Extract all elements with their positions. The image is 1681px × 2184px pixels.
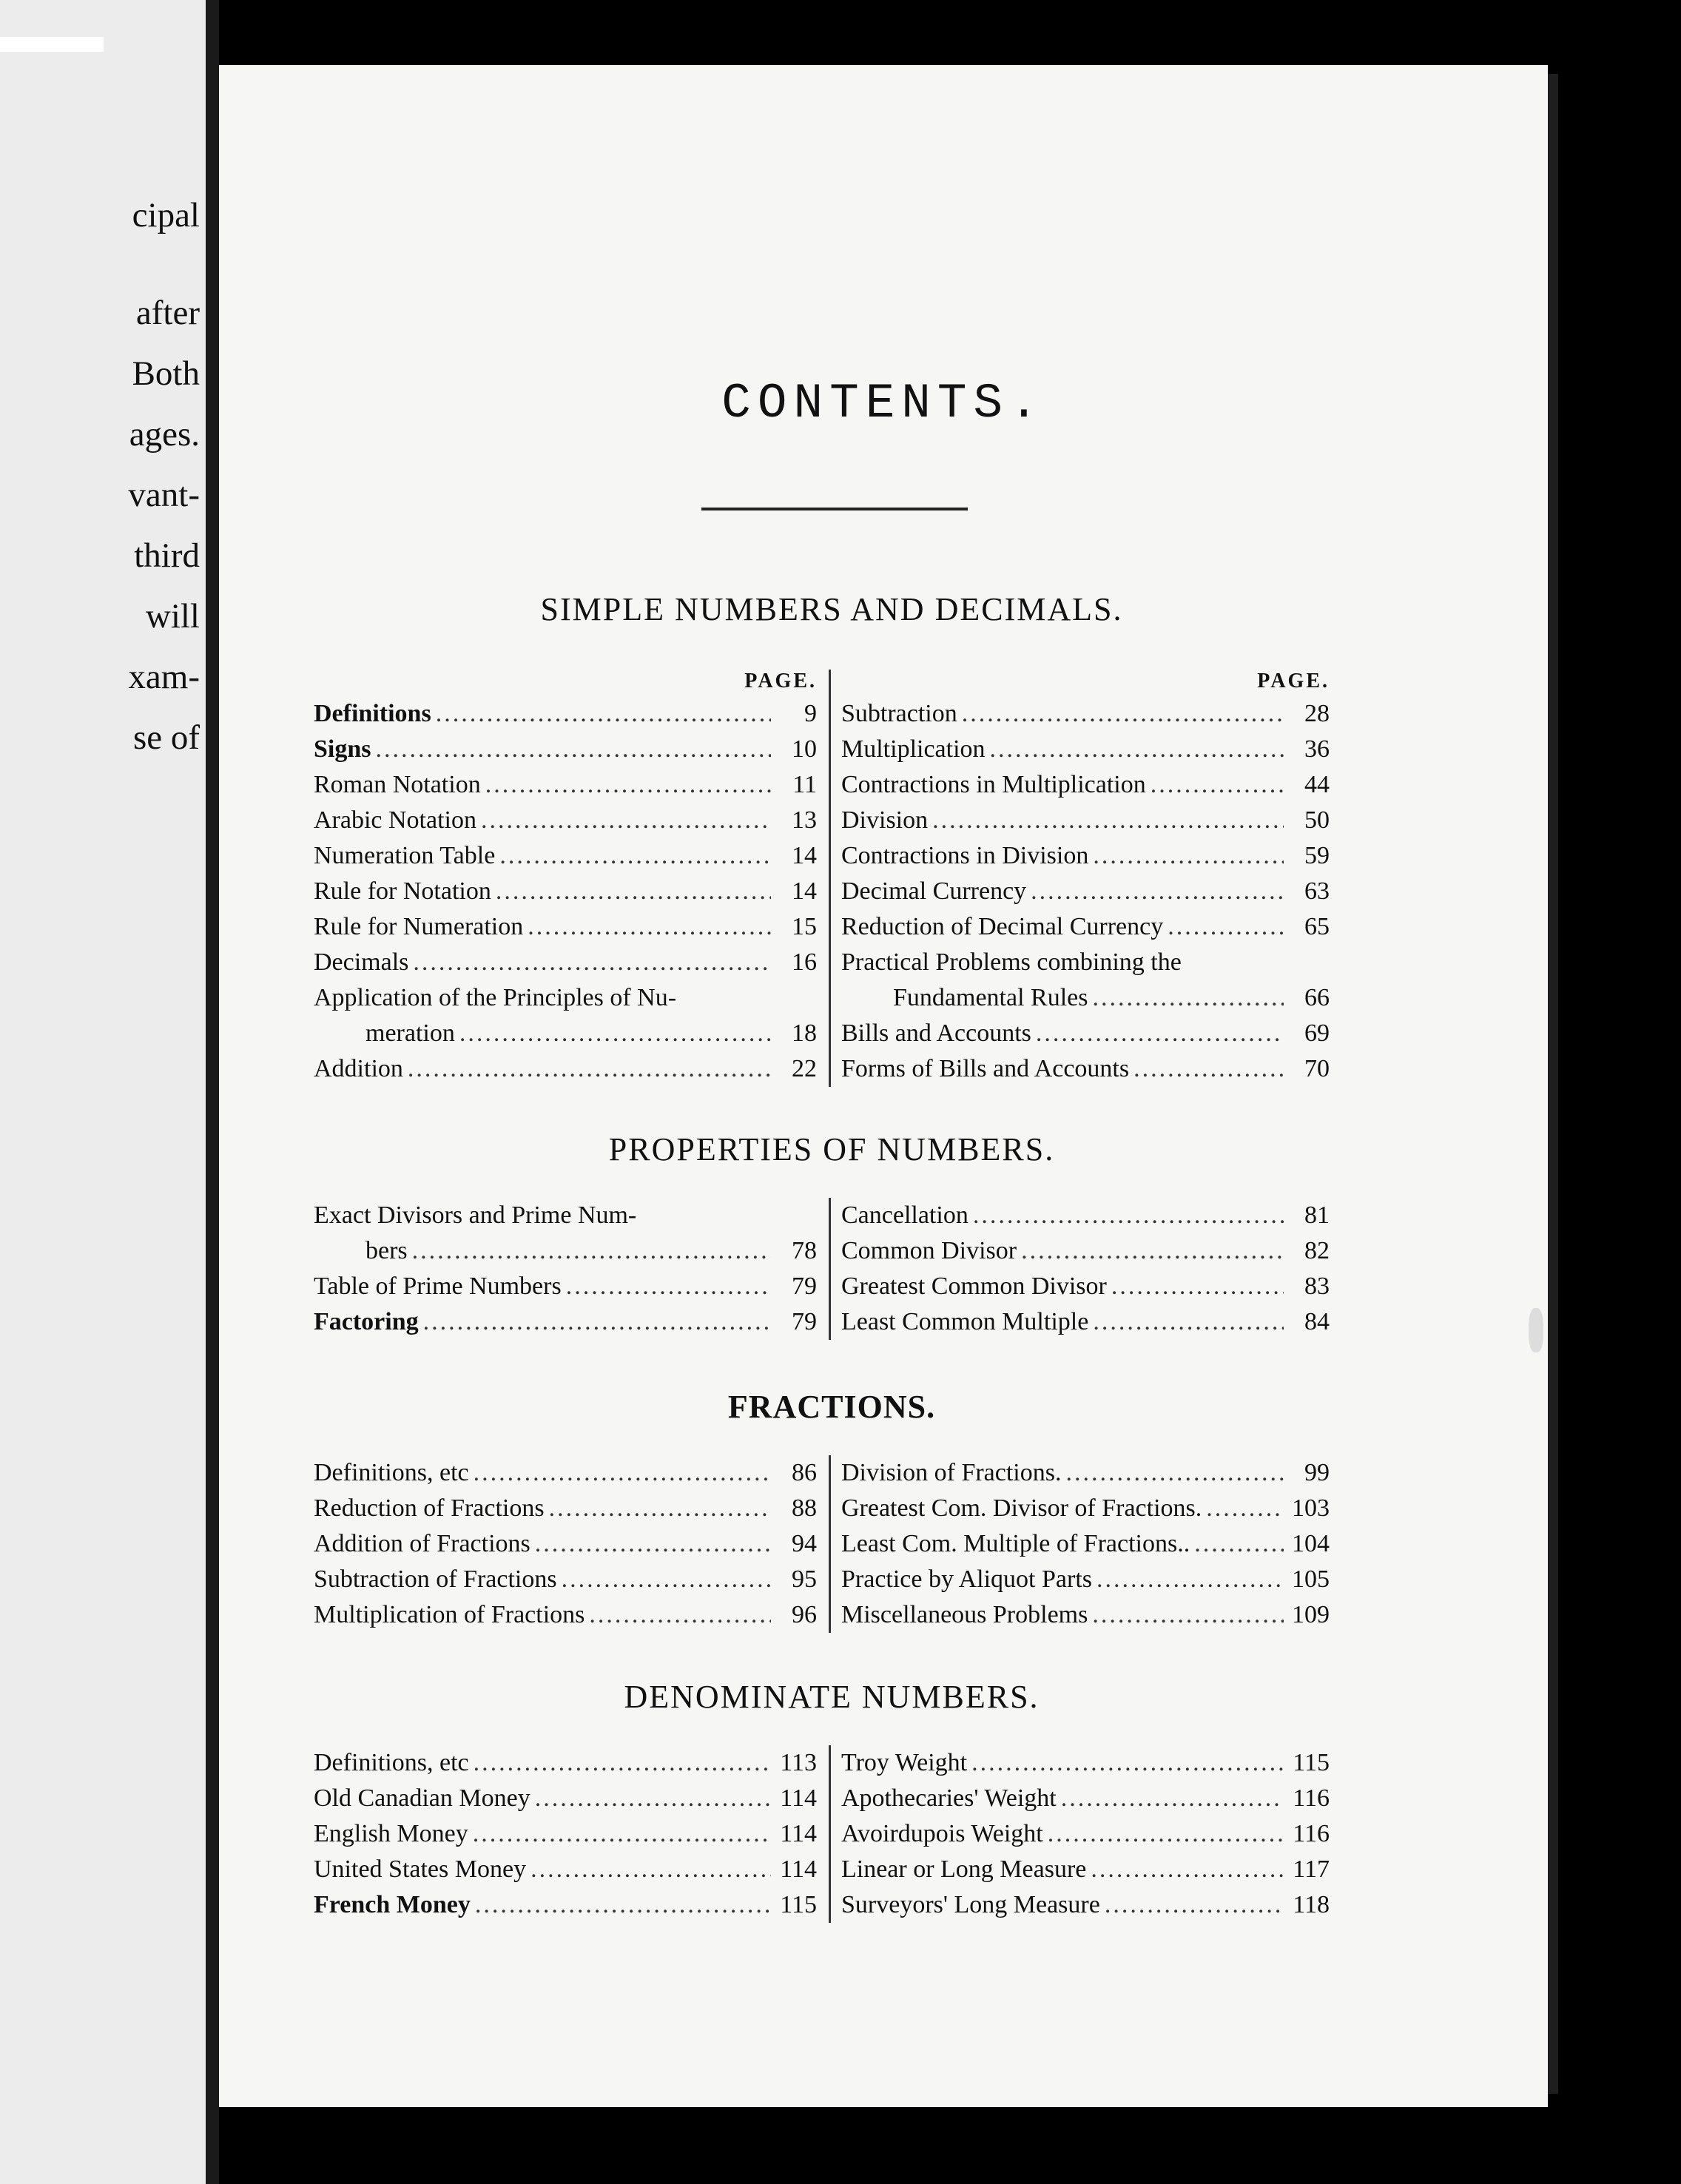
entry-page-number: 69 [1304, 1019, 1330, 1047]
facing-line: Both [132, 354, 200, 393]
toc-entry [314, 1198, 817, 1233]
dot-leader [528, 909, 771, 945]
entry-title: Common Divisor [841, 1237, 1017, 1264]
entry-page-number: 65 [1304, 913, 1330, 940]
dot-leader [971, 1745, 1284, 1781]
entry-title: Definitions, etc [314, 1459, 469, 1486]
entry-title: Greatest Com. Divisor of Fractions. [841, 1494, 1202, 1522]
toc-entry [841, 980, 1330, 1016]
facing-line: ages. [129, 415, 200, 454]
dot-leader [1092, 980, 1284, 1016]
facing-line: cipal [132, 196, 200, 235]
entry-title: Practice by Aliquot Parts [841, 1565, 1093, 1593]
toc-entry [314, 945, 817, 980]
dot-leader [496, 874, 771, 909]
entry-page-number: 11 [792, 771, 817, 798]
toc-entry [841, 1233, 1330, 1269]
entry-page-number: 105 [1292, 1565, 1330, 1593]
page-edge-shadow [1548, 74, 1558, 2094]
left-column [314, 670, 829, 1087]
entry-list [314, 696, 817, 1087]
entry-page-number: 99 [1304, 1459, 1330, 1486]
entry-page-number: 109 [1292, 1601, 1330, 1628]
dot-leader [436, 696, 771, 732]
toc-entry [841, 1852, 1330, 1887]
entry-list [314, 1745, 817, 1923]
entry-page-number: 104 [1292, 1530, 1330, 1557]
entry-title: Roman Notation [314, 771, 481, 798]
dot-leader [566, 1269, 771, 1304]
toc-entry [841, 909, 1330, 945]
entry-title: Fundamental Rules [893, 984, 1088, 1011]
entry-title: Cancellation [841, 1201, 968, 1229]
entry-page-number: 86 [792, 1459, 817, 1486]
toc-entry [841, 1455, 1330, 1491]
dot-leader [485, 767, 771, 803]
entry-page-number: 115 [780, 1891, 817, 1918]
section-fractions [314, 1388, 1350, 1633]
dot-leader [1031, 874, 1284, 909]
toc-entry [314, 980, 817, 1016]
entry-page-number: 22 [792, 1055, 817, 1082]
entry-page-number: 117 [1293, 1856, 1330, 1883]
dot-leader [481, 803, 771, 838]
toc-entry [841, 1597, 1330, 1633]
entry-title: Bills and Accounts [841, 1019, 1031, 1047]
entry-title: French Money [314, 1891, 471, 1918]
toc-entry [314, 732, 817, 767]
dot-leader [1151, 767, 1284, 803]
entry-page-number: 16 [792, 948, 817, 976]
dot-leader [1133, 1051, 1284, 1087]
entry-page-number: 78 [792, 1237, 817, 1264]
toc-entry [314, 1455, 817, 1491]
entry-list [841, 696, 1330, 1087]
dot-leader [499, 838, 771, 874]
toc-entry [314, 1781, 817, 1816]
dot-leader [1065, 1455, 1284, 1491]
toc-entry [841, 1491, 1330, 1526]
book-gutter [206, 0, 219, 2184]
toc-entry [314, 1562, 817, 1597]
dot-leader [412, 1233, 771, 1269]
toc-entry [314, 767, 817, 803]
dot-leader [932, 803, 1284, 838]
dot-leader [1048, 1816, 1284, 1852]
facing-line: will [145, 597, 200, 636]
dot-leader [1036, 1016, 1284, 1051]
toc-entry [841, 1816, 1330, 1852]
dot-leader [474, 1455, 771, 1491]
section-heading: SIMPLE NUMBERS AND DECIMALS. [540, 591, 1123, 627]
dot-leader [562, 1562, 771, 1597]
entry-page-number: 95 [792, 1565, 817, 1593]
entry-page-number: 81 [1304, 1201, 1330, 1229]
toc-entry [314, 838, 817, 874]
entry-title: Rule for Numeration [314, 913, 524, 940]
toc-entry [841, 945, 1330, 980]
entry-title: Forms of Bills and Accounts [841, 1055, 1130, 1082]
entry-page-number: 114 [780, 1784, 817, 1812]
entry-title: Least Com. Multiple of Fractions.. [841, 1530, 1190, 1557]
entry-title: Multiplication of Fractions [314, 1601, 585, 1628]
entry-page-number: 114 [780, 1856, 817, 1883]
facing-line: vant- [128, 476, 200, 514]
dot-leader [589, 1597, 771, 1633]
toc-entry [314, 1597, 817, 1633]
entry-title: Reduction of Decimal Currency [841, 913, 1164, 940]
entry-title: Contractions in Multiplication [841, 771, 1146, 798]
entry-title: United States Money [314, 1856, 527, 1883]
entry-page-number: 59 [1304, 842, 1330, 869]
dot-leader [475, 1887, 771, 1923]
page-title: CONTENTS. [721, 376, 1045, 431]
dot-leader [423, 1304, 771, 1340]
toc-entry [314, 874, 817, 909]
section-simple-numbers [314, 590, 1350, 1087]
dot-leader [1021, 1233, 1284, 1269]
dot-leader [535, 1526, 771, 1562]
entry-page-number: 96 [792, 1601, 817, 1628]
entry-page-number: 113 [780, 1749, 817, 1776]
entry-title: Definitions, etc [314, 1749, 469, 1776]
dot-leader [376, 732, 772, 767]
toc-entry [841, 767, 1330, 803]
dot-leader [1061, 1781, 1284, 1816]
entry-page-number: 114 [780, 1820, 817, 1847]
dot-leader [1091, 1852, 1284, 1887]
facing-line: after [135, 294, 200, 332]
left-column [314, 1198, 829, 1340]
dot-leader [1194, 1526, 1284, 1562]
toc-entry [841, 803, 1330, 838]
section-columns [314, 670, 1350, 1087]
entry-title: Table of Prime Numbers [314, 1273, 562, 1300]
dot-leader [1093, 838, 1284, 874]
toc-entry [841, 696, 1330, 732]
dot-leader [474, 1745, 771, 1781]
paper-blemish [1529, 1308, 1543, 1352]
entry-title: Decimal Currency [841, 877, 1027, 905]
dot-leader [413, 945, 771, 980]
entry-title: Decimals [314, 948, 409, 976]
left-column [314, 1745, 829, 1923]
entry-title: Signs [314, 735, 371, 763]
entry-title: Application of the Principles of Nu- [314, 984, 677, 1011]
entry-page-number: 84 [1304, 1308, 1330, 1335]
dot-leader [473, 1816, 771, 1852]
dot-leader [962, 696, 1284, 732]
entry-page-number: 14 [792, 842, 817, 869]
facing-page-text [0, 185, 200, 768]
dot-leader [1111, 1269, 1284, 1304]
entry-title: bers [365, 1237, 408, 1264]
section-denominate [314, 1678, 1350, 1923]
entry-page-number: 10 [792, 735, 817, 763]
entry-title: Definitions [314, 700, 431, 727]
entry-page-number: 63 [1304, 877, 1330, 905]
page-edge-strip [0, 37, 104, 52]
entry-page-number: 88 [792, 1494, 817, 1522]
entry-title: meration [365, 1019, 455, 1047]
entry-title: Least Common Multiple [841, 1308, 1089, 1335]
toc-entry [841, 1304, 1330, 1340]
dot-leader [1093, 1304, 1284, 1340]
entry-title: Division [841, 806, 929, 834]
entry-page-number: 116 [1293, 1820, 1330, 1847]
right-column [829, 1745, 1330, 1923]
dot-leader [973, 1198, 1284, 1233]
right-column [829, 1198, 1330, 1340]
toc-entry [314, 1016, 817, 1051]
entry-title: Arabic Notation [314, 806, 476, 834]
section-columns [314, 1455, 1350, 1633]
dot-leader [1168, 909, 1284, 945]
facing-line: third [134, 536, 200, 575]
entry-title: Practical Problems combining the [841, 948, 1182, 976]
entry-title: Old Canadian Money [314, 1784, 530, 1812]
toc-entry [314, 1304, 817, 1340]
left-column [314, 1455, 829, 1633]
toc-entry [841, 874, 1330, 909]
entry-list [841, 1198, 1330, 1340]
entry-page-number: 103 [1292, 1494, 1330, 1522]
entry-list [314, 1455, 817, 1633]
toc-entry [841, 1526, 1330, 1562]
entry-title: Addition [314, 1055, 403, 1082]
toc-entry [314, 1816, 817, 1852]
entry-page-number: 79 [792, 1273, 817, 1300]
entry-title: Linear or Long Measure [841, 1856, 1087, 1883]
toc-entry [841, 1051, 1330, 1087]
page-column-label: PAGE. [744, 670, 817, 692]
dot-leader [990, 732, 1284, 767]
dot-leader [459, 1016, 771, 1051]
facing-line: se of [132, 718, 200, 757]
dot-leader [530, 1852, 771, 1887]
right-column [829, 670, 1330, 1087]
entry-title: Contractions in Division [841, 842, 1089, 869]
dot-leader [1092, 1597, 1284, 1633]
entry-page-number: 82 [1304, 1237, 1330, 1264]
entry-title: Rule for Notation [314, 877, 491, 905]
dot-leader [1105, 1887, 1284, 1923]
section-columns [314, 1745, 1350, 1923]
entry-title: Miscellaneous Problems [841, 1601, 1088, 1628]
toc-entry [314, 696, 817, 732]
right-column [829, 1455, 1330, 1633]
toc-entry [841, 1198, 1330, 1233]
dot-leader [1096, 1562, 1284, 1597]
toc-entry [314, 1491, 817, 1526]
entry-title: Addition of Fractions [314, 1530, 530, 1557]
entry-page-number: 9 [804, 700, 817, 727]
entry-title: Reduction of Fractions [314, 1494, 545, 1522]
entry-title: Avoirdupois Weight [841, 1820, 1043, 1847]
entry-list [841, 1455, 1330, 1633]
section-columns [314, 1198, 1350, 1340]
toc-entry [841, 732, 1330, 767]
section-properties [314, 1130, 1350, 1340]
entry-page-number: 14 [792, 877, 817, 905]
dot-leader [408, 1051, 771, 1087]
toc-entry [314, 1526, 817, 1562]
toc-entry [314, 1269, 817, 1304]
entry-page-number: 36 [1304, 735, 1330, 763]
toc-entry [314, 909, 817, 945]
entry-title: English Money [314, 1820, 468, 1847]
title-rule [701, 508, 968, 510]
toc-entry [841, 838, 1330, 874]
entry-page-number: 44 [1304, 771, 1330, 798]
toc-entry [841, 1781, 1330, 1816]
toc-entry [841, 1887, 1330, 1923]
entry-page-number: 118 [1293, 1891, 1330, 1918]
section-heading: PROPERTIES OF NUMBERS. [608, 1131, 1055, 1167]
entry-title: Multiplication [841, 735, 986, 763]
entry-title: Apothecaries' Weight [841, 1784, 1057, 1812]
entry-page-number: 28 [1304, 700, 1330, 727]
section-heading: DENOMINATE NUMBERS. [624, 1679, 1040, 1715]
entry-title: Troy Weight [841, 1749, 968, 1776]
toc-entry [314, 803, 817, 838]
entry-page-number: 18 [792, 1019, 817, 1047]
entry-page-number: 116 [1293, 1784, 1330, 1812]
toc-entry [314, 1852, 817, 1887]
entry-title: Surveyors' Long Measure [841, 1891, 1100, 1918]
section-heading: FRACTIONS. [727, 1389, 936, 1425]
entry-title: Exact Divisors and Prime Num- [314, 1201, 637, 1229]
entry-title: Division of Fractions. [841, 1459, 1062, 1486]
entry-title: Numeration Table [314, 842, 496, 869]
toc-entry [841, 1562, 1330, 1597]
dot-leader [1206, 1491, 1284, 1526]
entry-list [841, 1745, 1330, 1923]
entry-page-number: 15 [792, 913, 817, 940]
dot-leader [535, 1781, 771, 1816]
toc-entry [314, 1887, 817, 1923]
entry-page-number: 83 [1304, 1273, 1330, 1300]
toc-entry [841, 1269, 1330, 1304]
entry-page-number: 94 [792, 1530, 817, 1557]
dot-leader [549, 1491, 771, 1526]
entry-title: Greatest Common Divisor [841, 1273, 1107, 1300]
entry-page-number: 79 [792, 1308, 817, 1335]
entry-title: Factoring [314, 1308, 419, 1335]
toc-entry [314, 1745, 817, 1781]
entry-page-number: 50 [1304, 806, 1330, 834]
entry-page-number: 115 [1293, 1749, 1330, 1776]
toc-entry [841, 1016, 1330, 1051]
toc-entry [841, 1745, 1330, 1781]
entry-page-number: 66 [1304, 984, 1330, 1011]
entry-title: Subtraction of Fractions [314, 1565, 557, 1593]
entry-list [314, 1198, 817, 1340]
toc-entry [314, 1051, 817, 1087]
page-column-label: PAGE. [1257, 670, 1330, 692]
toc-entry [314, 1233, 817, 1269]
entry-page-number: 13 [792, 806, 817, 834]
entry-page-number: 70 [1304, 1055, 1330, 1082]
entry-title: Subtraction [841, 700, 957, 727]
facing-page [0, 0, 219, 2184]
contents-page [219, 65, 1548, 2107]
facing-line: xam- [128, 658, 200, 696]
